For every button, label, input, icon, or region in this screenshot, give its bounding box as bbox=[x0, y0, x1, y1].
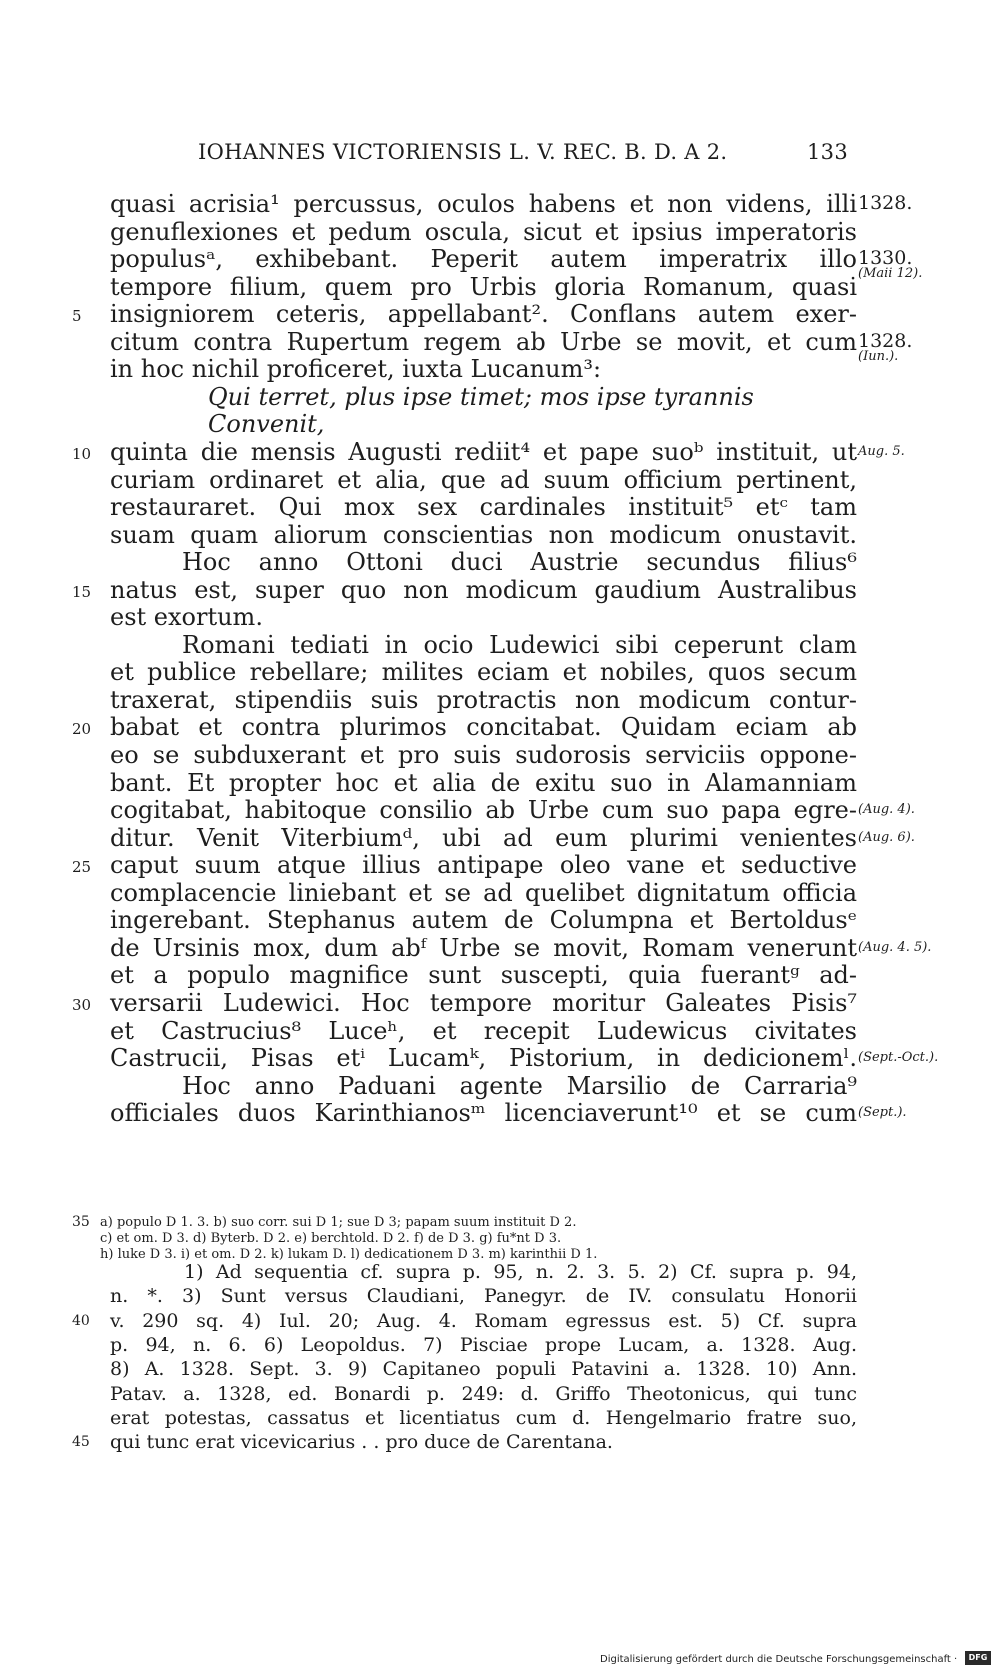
running-head: IOHANNES VICTORIENSIS L. V. REC. B. D. A 2. bbox=[198, 140, 728, 164]
text-line: et a populo magnifice sunt suscepti, quia fuerantᵍ ad- bbox=[110, 961, 857, 990]
footnote-line: erat potestas, cassatus et licentiatus cum d. Hengelmario fratre suo, bbox=[110, 1406, 857, 1429]
line-number: 30 bbox=[72, 995, 92, 1014]
text-line: bant. Et propter hoc et alia de exitu suo in Alamanniam bbox=[110, 768, 857, 797]
text-line: insigniorem ceteris, appellabant². Conflans autem exer- bbox=[110, 300, 857, 329]
text-line: de Ursinis mox, dum abᶠ Urbe se movit, Romam venerunt bbox=[110, 933, 857, 962]
text-line: Hoc anno Paduani agente Marsilio de Carraria⁹ bbox=[182, 1071, 857, 1100]
digitization-credit: Digitalisierung gefördert durch die Deutsche Forschungsgemeinschaft · bbox=[600, 1654, 958, 1665]
margin-date: (Sept.). bbox=[858, 1105, 907, 1121]
dfg-logo: DFG bbox=[965, 1651, 991, 1665]
text-line: restauraret. Qui mox sex cardinales instituit⁵ etᶜ tam bbox=[110, 493, 857, 522]
text-line: eo se subduxerant et pro suis sudorosis serviciis oppone- bbox=[110, 741, 857, 769]
margin-date: 1328. bbox=[858, 329, 913, 352]
margin-date: Aug. 5. bbox=[858, 443, 905, 459]
text-line: Castrucii, Pisas etⁱ Lucamᵏ, Pistorium, in dedicionemˡ. bbox=[110, 1044, 857, 1073]
apparatus-line: a) populo D 1. 3. b) suo corr. sui D 1; sue D 3; papam suum instituit D 2. bbox=[100, 1215, 577, 1230]
text-line: natus est, super quo non modicum gaudium Australibus bbox=[110, 575, 857, 604]
text-line: genuflexiones et pedum oscula, sicut et ipsius imperatoris bbox=[110, 217, 857, 246]
text-line: babat et contra plurimos concitabat. Quidam eciam ab bbox=[110, 713, 857, 742]
text-line: quinta die mensis Augusti rediit⁴ et pape suoᵇ instituit, ut bbox=[110, 437, 857, 466]
text-line: est exortum. bbox=[110, 603, 263, 632]
footnote-line: v. 290 sq. 4) Iul. 20; Aug. 4. Romam egressus est. 5) Cf. supra bbox=[110, 1309, 857, 1332]
footnote-line: p. 94, n. 6. 6) Leopoldus. 7) Pisciae prope Lucam, a. 1328. Aug. bbox=[110, 1333, 857, 1356]
text-line: Romani tediati in ocio Ludewici sibi ceperunt clam bbox=[182, 630, 857, 659]
line-number: 10 bbox=[72, 444, 92, 463]
text-line: et publice rebellare; milites eciam et nobiles, quos secum bbox=[110, 658, 857, 687]
text-line: populusᵃ, exhibebant. Peperit autem imperatrix illo bbox=[110, 245, 857, 274]
line-number: 35 bbox=[72, 1214, 90, 1230]
text-line: caput suum atque illius antipape oleo vane et seductive bbox=[110, 851, 857, 880]
margin-date: 1328. bbox=[858, 192, 913, 214]
margin-date: 1330. bbox=[858, 247, 913, 270]
footnote-line: qui tunc erat vicevicarius . . pro duce de Carentana. bbox=[110, 1431, 613, 1454]
line-number: 40 bbox=[72, 1312, 90, 1329]
text-line: ditur. Venit Viterbiumᵈ, ubi ad eum plurimi venientes bbox=[110, 823, 857, 852]
text-line: quasi acrisia¹ percussus, oculos habens et non videns, illi bbox=[110, 190, 857, 218]
text-line: cogitabat, habitoque consilio ab Urbe cum suo papa egre- bbox=[110, 796, 857, 825]
line-number: 20 bbox=[72, 720, 92, 739]
footnote-line: Patav. a. 1328, ed. Bonardi p. 249: d. Griffo Theotonicus, qui tunc bbox=[110, 1382, 857, 1405]
margin-date: (Aug. 4). bbox=[858, 802, 915, 818]
page-number: 133 bbox=[807, 140, 848, 164]
line-number: 5 bbox=[72, 307, 82, 326]
line-number: 25 bbox=[72, 858, 92, 877]
text-line: curiam ordinaret et alia, que ad suum officium pertinent, bbox=[110, 465, 857, 494]
text-line: suam quam aliorum conscientias non modicum onustavit. bbox=[110, 520, 857, 549]
margin-date: (Sept.-Oct.). bbox=[858, 1050, 939, 1066]
line-number: 45 bbox=[72, 1434, 90, 1451]
margin-date: (Iun.). bbox=[858, 348, 899, 364]
text-line: Hoc anno Ottoni duci Austrie secundus filius⁶ bbox=[182, 548, 857, 577]
margin-date: (Aug. 6). bbox=[858, 829, 915, 845]
text-line: Qui terret, plus ipse timet; mos ipse tyrannis bbox=[208, 382, 754, 411]
text-line: versarii Ludewici. Hoc tempore moritur Galeates Pisis⁷ bbox=[110, 988, 857, 1017]
text-line: Convenit, bbox=[208, 410, 325, 439]
line-number: 15 bbox=[72, 582, 92, 601]
margin-date: (Aug. 4. 5). bbox=[858, 939, 932, 955]
text-line: officiales duos Karinthianosᵐ licenciaverunt¹⁰ et se cum bbox=[110, 1099, 857, 1128]
footnote-line: n. *. 3) Sunt versus Claudiani, Panegyr. de IV. consulatu Honorii bbox=[110, 1285, 857, 1308]
text-line: in hoc nichil proficeret, iuxta Lucanum³: bbox=[110, 355, 602, 384]
text-line: complacencie liniebant et se ad quelibet dignitatum officia bbox=[110, 878, 857, 907]
apparatus-line: c) et om. D 3. d) Byterb. D 2. e) berchtold. D 2. f) de D 3. g) fu*nt D 3. bbox=[100, 1231, 562, 1246]
footnote-line: 1) Ad sequentia cf. supra p. 95, n. 2. 3. 5. 2) Cf. supra p. 94, bbox=[184, 1261, 857, 1283]
text-line: citum contra Rupertum regem ab Urbe se movit, et cum bbox=[110, 327, 857, 356]
text-line: tempore filium, quem pro Urbis gloria Romanum, quasi bbox=[110, 272, 857, 301]
text-line: traxerat, stipendiis suis protractis non modicum contur- bbox=[110, 685, 857, 714]
footnote-line: 8) A. 1328. Sept. 3. 9) Capitaneo populi Patavini a. 1328. 10) Ann. bbox=[110, 1358, 857, 1381]
apparatus-line: h) luke D 3. i) et om. D 2. k) lukam D. l) dedicationem D 3. m) karinthii D 1. bbox=[100, 1247, 598, 1262]
text-line: et Castrucius⁸ Luceʰ, et recepit Ludewicus civitates bbox=[110, 1016, 857, 1045]
margin-date: (Maii 12). bbox=[858, 266, 923, 282]
text-line: ingerebant. Stephanus autem de Columpna et Bertoldusᵉ bbox=[110, 906, 857, 935]
